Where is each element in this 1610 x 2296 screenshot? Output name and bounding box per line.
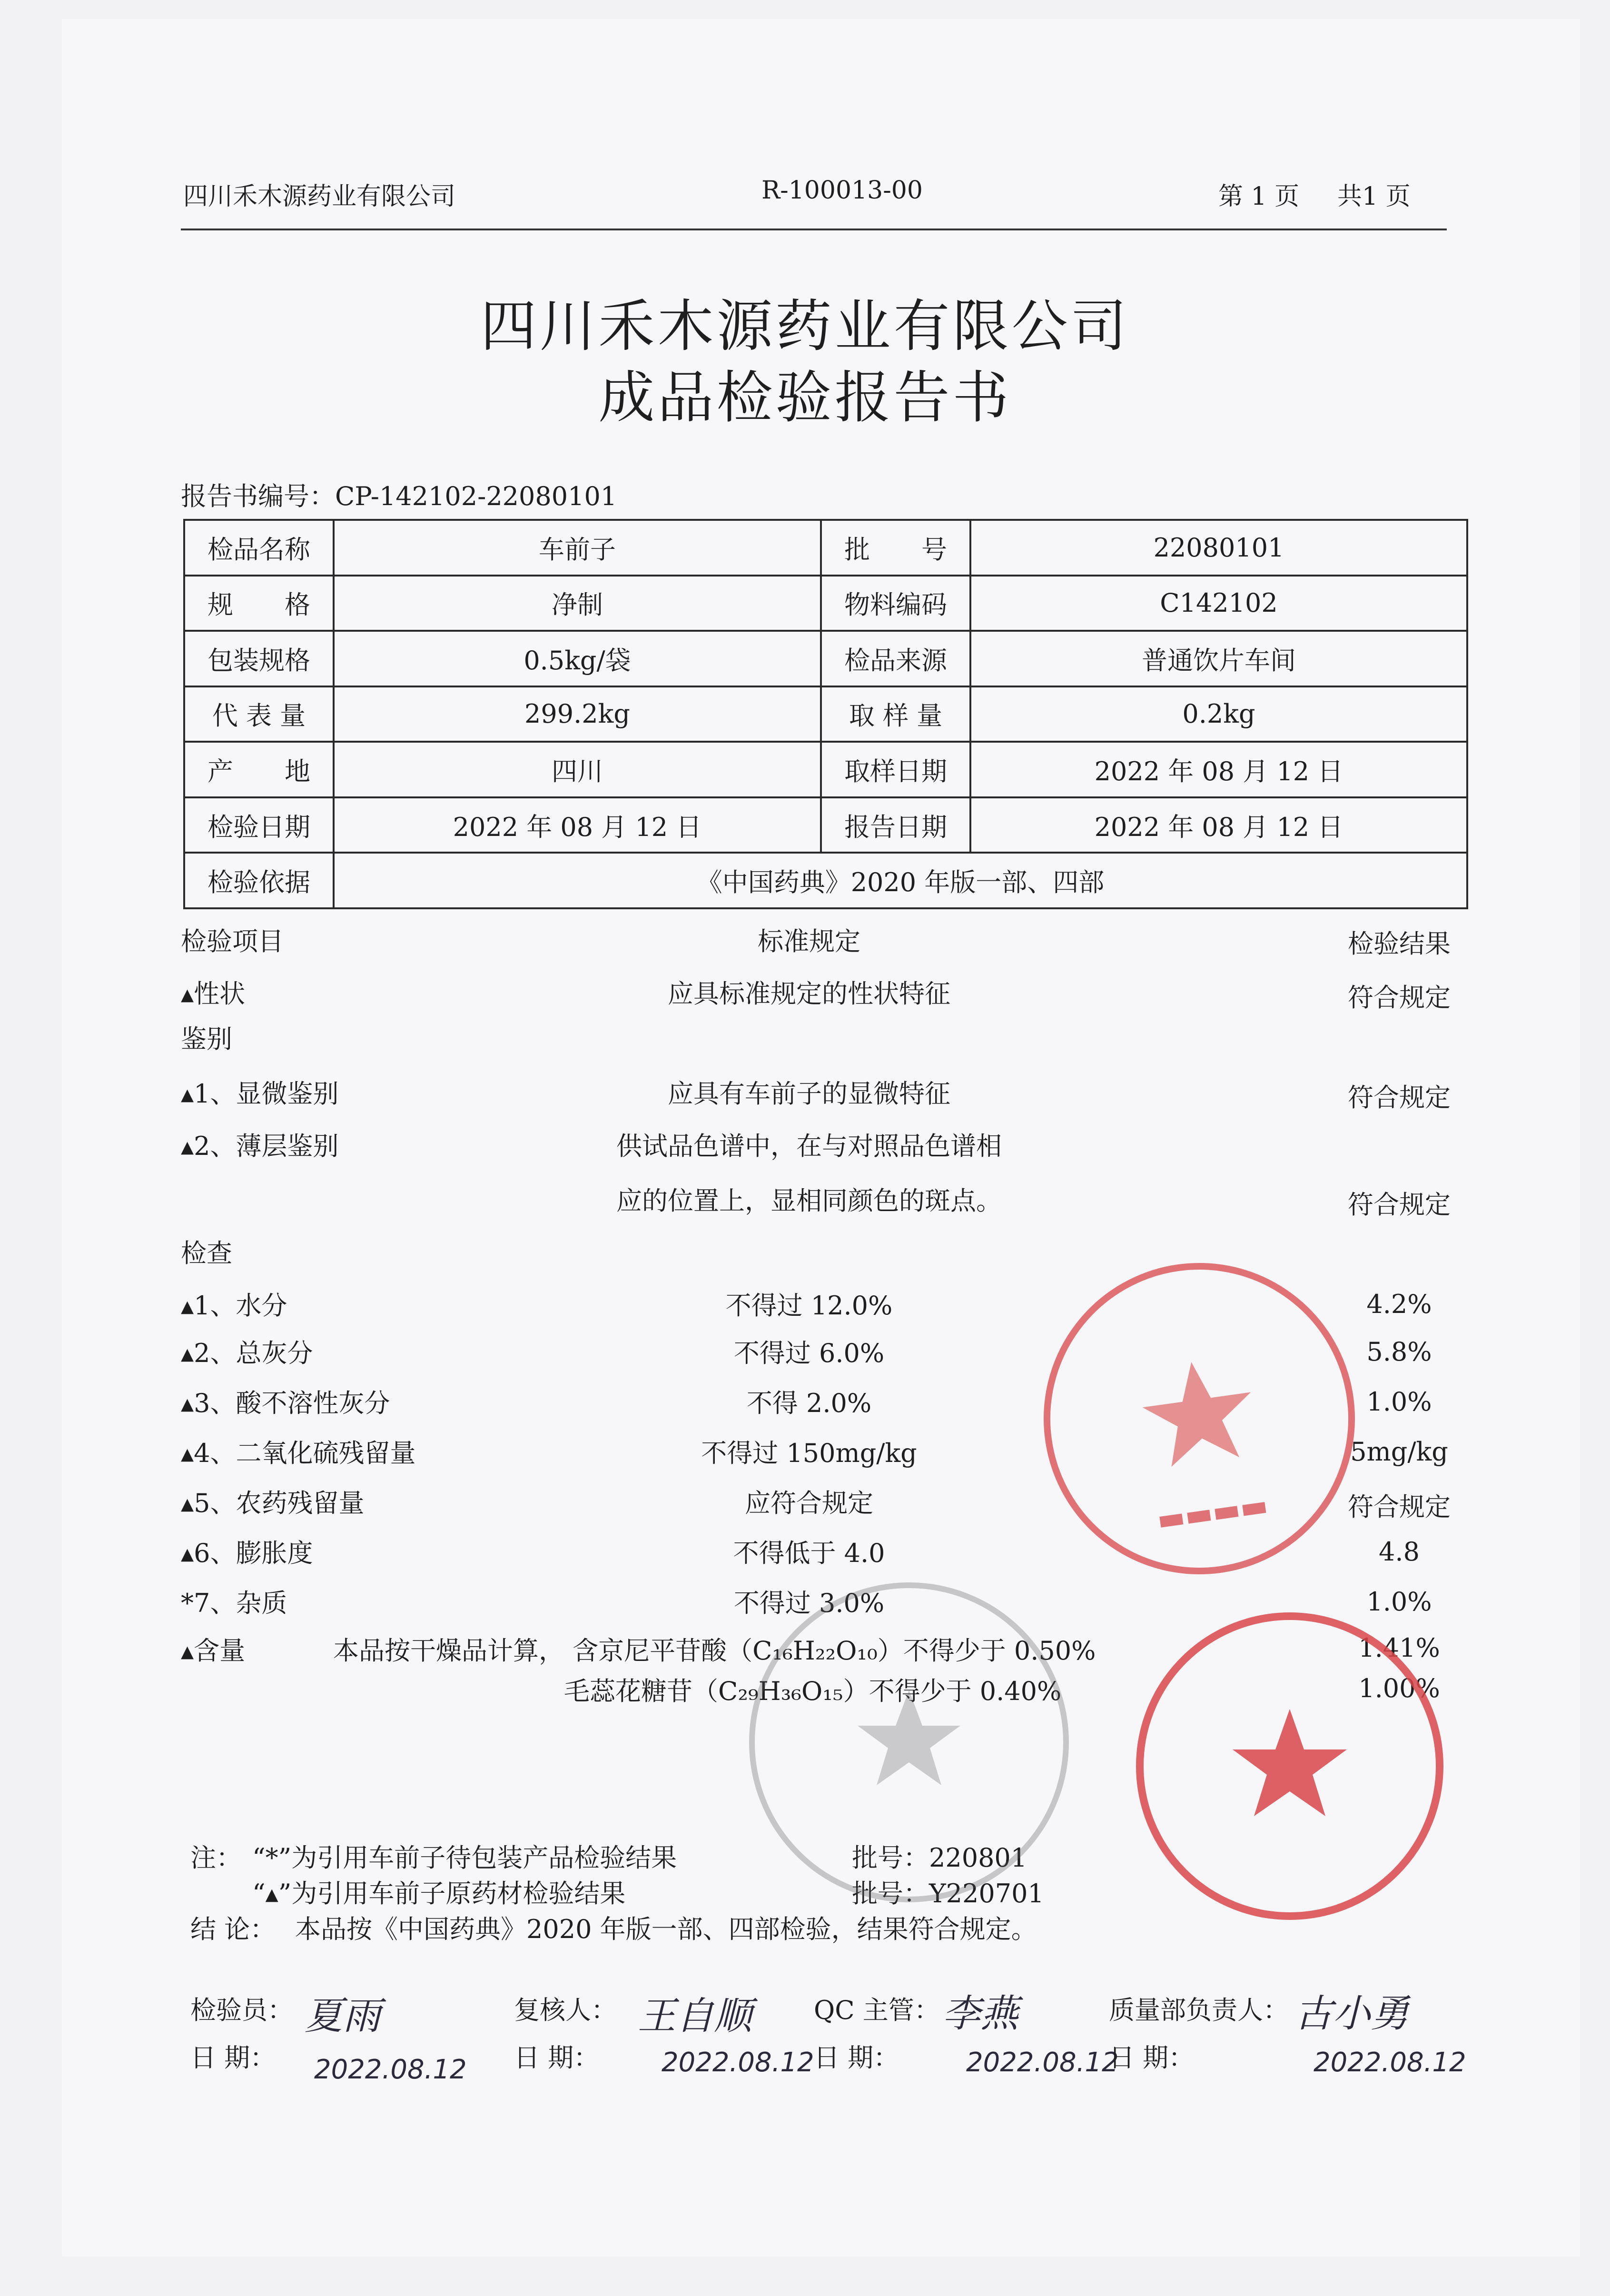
info-table bbox=[183, 519, 1468, 909]
value-cell: 净制 bbox=[334, 576, 821, 631]
content-result-2: 1.00% bbox=[1358, 1673, 1440, 1703]
result-item-result: 4.2% bbox=[1366, 1289, 1432, 1319]
conclusion-label: 结 论： bbox=[190, 1914, 276, 1944]
result-item-standard: 不得低于 4.0 bbox=[733, 1538, 885, 1568]
label-cell: 批 号 bbox=[821, 520, 970, 576]
result-item-name: 检查 bbox=[181, 1238, 232, 1268]
result-item-name: ▴6、膨胀度 bbox=[181, 1538, 313, 1568]
value-cell: 普通饮片车间 bbox=[970, 631, 1467, 686]
result-item-name: ▴性状 bbox=[181, 979, 246, 1009]
value-cell: 299.2kg bbox=[334, 686, 821, 742]
label-cell: 检验日期 bbox=[184, 797, 334, 853]
reviewer-label: 复核人： bbox=[514, 1995, 617, 2025]
label-cell: 检品名称 bbox=[184, 520, 334, 576]
label-cell: 物料编码 bbox=[821, 576, 970, 631]
result-item-result: 4.8 bbox=[1379, 1537, 1420, 1567]
content-result-1: 1.41% bbox=[1358, 1633, 1440, 1663]
result-item-name: ▴2、薄层鉴别 bbox=[181, 1131, 339, 1161]
result-item-name: ▴5、农药残留量 bbox=[181, 1488, 365, 1518]
conclusion-text: 本品按《中国药典》2020 年版一部、四部检验，结果符合规定。 bbox=[295, 1914, 1037, 1944]
label-cell: 取 样 量 bbox=[821, 686, 970, 742]
result-item-result: 符合规定 bbox=[1348, 983, 1451, 1013]
notes-label: 注： bbox=[190, 1843, 242, 1873]
result-item-result: 符合规定 bbox=[1348, 1083, 1451, 1113]
table-row bbox=[184, 576, 1467, 631]
inspection-seal-2 bbox=[738, 1571, 1080, 1914]
result-item-result: 符合规定 bbox=[1348, 1190, 1451, 1220]
results-header-result: 检验结果 bbox=[1348, 929, 1451, 959]
label-cell: 报告日期 bbox=[821, 797, 970, 853]
result-item-result: 符合规定 bbox=[1348, 1492, 1451, 1522]
value-cell: 22080101 bbox=[970, 520, 1467, 576]
value-cell: 车前子 bbox=[334, 520, 821, 576]
label-cell: 规 格 bbox=[184, 576, 334, 631]
note-2-batch: 批号：Y220701 bbox=[852, 1879, 1044, 1908]
results-header-standard: 标准规定 bbox=[758, 926, 860, 956]
result-item-standard: 应符合规定 bbox=[745, 1488, 873, 1518]
qc-signature: 李燕 bbox=[942, 1991, 1018, 2036]
result-item-standard: 不得过 12.0% bbox=[725, 1291, 893, 1321]
result-item-name: 鉴别 bbox=[181, 1024, 232, 1054]
note-2: “▴”为引用车前子原药材检验结果 bbox=[252, 1879, 626, 1908]
date-label: 日 期： bbox=[190, 2043, 276, 2073]
qa-date: 2022.08.12 bbox=[1314, 2047, 1466, 2078]
reviewer-date: 2022.08.12 bbox=[662, 2047, 814, 2078]
value-cell: 2022 年 08 月 12 日 bbox=[970, 797, 1467, 853]
result-item-result: 5.8% bbox=[1366, 1337, 1432, 1367]
result-item-standard: 不得过 6.0% bbox=[733, 1338, 885, 1368]
report-number: 报告书编号：CP-142102-22080101 bbox=[181, 481, 617, 511]
value-cell: C142102 bbox=[970, 576, 1467, 631]
result-item-name: ▴1、显微鉴别 bbox=[181, 1079, 339, 1109]
result-item-standard: 不得过 150mg/kg bbox=[701, 1438, 917, 1468]
label-cell: 检品来源 bbox=[821, 631, 970, 686]
result-item-standard: 不得 2.0% bbox=[746, 1388, 872, 1418]
content-item: ▴含量 bbox=[181, 1636, 246, 1666]
result-item-result: 1.0% bbox=[1366, 1387, 1432, 1417]
value-cell: 0.5kg/袋 bbox=[334, 631, 821, 686]
qa-signature: 古小勇 bbox=[1294, 1991, 1409, 2036]
result-item-result: 5mg/kg bbox=[1350, 1437, 1448, 1467]
header-doc-code: R-100013-00 bbox=[761, 176, 923, 205]
result-item-result: 1.0% bbox=[1366, 1587, 1432, 1617]
value-cell: 2022 年 08 月 12 日 bbox=[334, 797, 821, 853]
result-item-name: ▴2、总灰分 bbox=[181, 1338, 313, 1368]
content-standard-2: 毛蕊花糖苷（C₂₉H₃₆O₁₅）不得少于 0.40% bbox=[564, 1676, 1062, 1706]
result-item-standard: 应的位置上，显相同颜色的斑点。 bbox=[616, 1186, 1002, 1216]
label-cell: 包装规格 bbox=[184, 631, 334, 686]
value-cell: 0.2kg bbox=[970, 686, 1467, 742]
result-item-name: ▴4、二氧化硫残留量 bbox=[181, 1438, 416, 1468]
table-row bbox=[184, 797, 1467, 853]
table-row bbox=[184, 853, 1467, 908]
quality-dept-seal bbox=[1133, 1609, 1447, 1923]
svg-text:▬▬▬▬: ▬▬▬▬ bbox=[1155, 1487, 1270, 1538]
table-row bbox=[184, 631, 1467, 686]
inspector-label: 检验员： bbox=[190, 1995, 293, 2025]
result-item-standard: 不得过 3.0% bbox=[733, 1588, 885, 1618]
results-header-item: 检验项目 bbox=[181, 926, 284, 956]
label-cell: 产 地 bbox=[184, 742, 334, 797]
label-cell: 取样日期 bbox=[821, 742, 970, 797]
table-row bbox=[184, 520, 1467, 576]
title-report: 成品检验报告书 bbox=[598, 365, 1012, 430]
table-row bbox=[184, 742, 1467, 797]
note-1-batch: 批号：220801 bbox=[852, 1843, 1027, 1873]
value-cell: 四川 bbox=[334, 742, 821, 797]
qc-label: QC 主管： bbox=[814, 1995, 940, 2025]
note-1: “*”为引用车前子待包装产品检验结果 bbox=[252, 1843, 677, 1873]
result-item-name: ▴3、酸不溶性灰分 bbox=[181, 1388, 390, 1418]
label-cell: 代 表 量 bbox=[184, 686, 334, 742]
date-label: 日 期： bbox=[514, 2043, 600, 2073]
result-item-name: *7、杂质 bbox=[181, 1588, 287, 1618]
result-item-standard: 应具有车前子的显微特征 bbox=[668, 1079, 950, 1109]
inspector-signature: 夏雨 bbox=[305, 1994, 381, 2038]
result-item-standard: 应具标准规定的性状特征 bbox=[668, 979, 950, 1009]
header-total: 共1 页 bbox=[1337, 182, 1411, 211]
qa-label: 质量部负责人： bbox=[1109, 1995, 1289, 2025]
label-cell: 检验依据 bbox=[184, 853, 334, 908]
inspection-seal-1 bbox=[1037, 1257, 1361, 1580]
title-company: 四川禾木源药业有限公司 bbox=[480, 293, 1130, 359]
date-label: 日 期： bbox=[814, 2043, 899, 2073]
qc-date: 2022.08.12 bbox=[966, 2047, 1119, 2078]
result-item-name: ▴1、水分 bbox=[181, 1291, 287, 1321]
reviewer-signature: 王自顺 bbox=[638, 1994, 752, 2038]
result-item-standard: 供试品色谱中，在与对照品色谱相 bbox=[616, 1131, 1002, 1161]
header-page: 第 1 页 bbox=[1218, 182, 1300, 211]
header-company: 四川禾木源药业有限公司 bbox=[183, 182, 456, 211]
value-cell: 2022 年 08 月 12 日 bbox=[970, 742, 1467, 797]
value-cell: 《中国药典》2020 年版一部、四部 bbox=[334, 853, 1467, 908]
header-rule bbox=[181, 229, 1447, 230]
table-row bbox=[184, 686, 1467, 742]
date-label: 日 期： bbox=[1109, 2043, 1195, 2073]
content-standard-1: 本品按干燥品计算， 含京尼平苷酸（C₁₆H₂₂O₁₀）不得少于 0.50% bbox=[333, 1636, 1096, 1666]
inspector-date: 2022.08.12 bbox=[314, 2054, 467, 2085]
